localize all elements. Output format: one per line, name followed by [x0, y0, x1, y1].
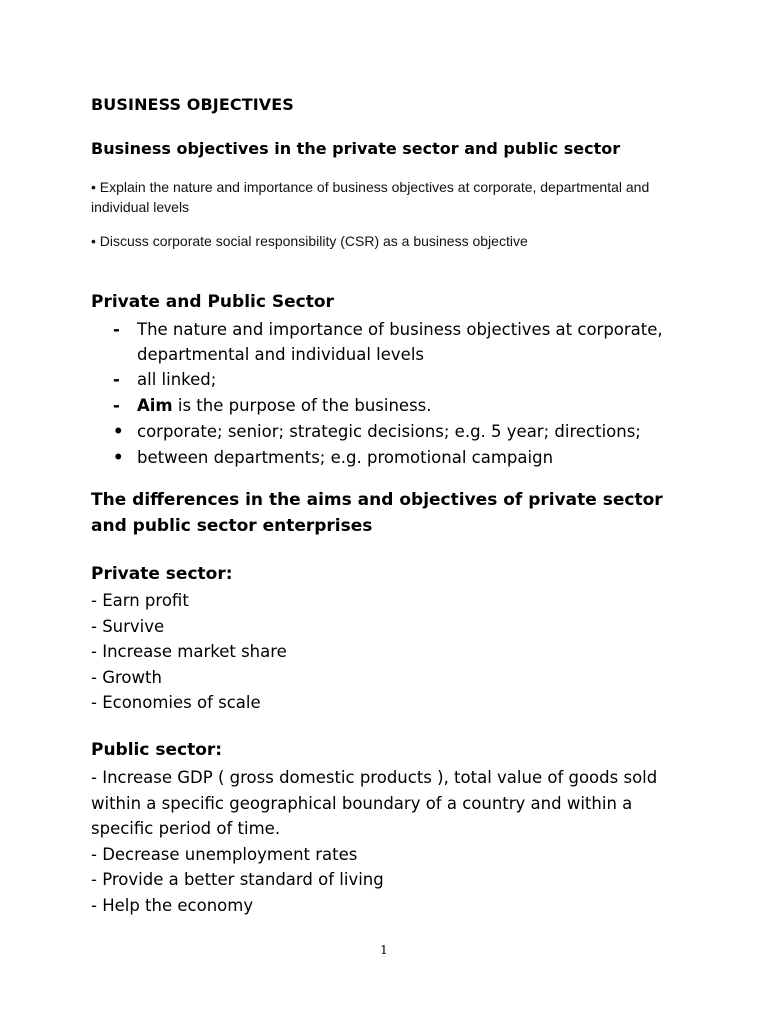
dash-marker: -: [113, 320, 120, 339]
document-title: BUSINESS OBJECTIVES: [91, 95, 294, 114]
bullet-marker: •: [113, 448, 124, 467]
list-item: - Survive: [91, 616, 165, 636]
bullet-marker: •: [113, 422, 124, 441]
list-item-text-continued: departmental and individual levels: [137, 345, 424, 364]
list-item: - Earn profit: [91, 591, 189, 610]
dash-marker: -: [113, 396, 120, 415]
list-item: - Growth: [91, 667, 162, 687]
list-item: - Provide a better standard of living: [91, 870, 384, 889]
private-sector-heading: Private sector:: [91, 564, 233, 584]
private-public-heading: Private and Public Sector: [91, 292, 334, 312]
aim-term: Aim: [137, 396, 173, 415]
list-item-text: all linked;: [137, 370, 217, 389]
aim-definition: is the purpose of the business.: [172, 396, 432, 415]
dash-marker: -: [113, 370, 120, 389]
public-sector-list: [91, 765, 681, 918]
document-subtitle: Business objectives in the private sector and public sector: [91, 139, 621, 158]
differences-heading: The differences in the aims and objectives of private sector and public sector enterprises: [91, 490, 663, 536]
private-sector-list: [91, 588, 287, 716]
public-sector-heading: Public sector:: [91, 740, 223, 760]
list-item: - Decrease unemployment rates: [91, 844, 358, 864]
list-item: - Help the economy: [91, 895, 254, 915]
list-item-text: corporate; senior; strategic decisions; e.g. 5 year; directions;: [137, 422, 641, 441]
list-item-text: The nature and importance of business objectives at corporate,: [137, 320, 663, 339]
list-item: - Increase GDP ( gross domestic products ), total value of goods sold within a specific geographical boundary of a country and within a specific period of time.: [91, 768, 658, 838]
list-item: - Increase market share: [91, 642, 287, 661]
list-item-text: [137, 393, 432, 419]
learning-objective-2: • Discuss corporate social responsibility (CSR) as a business objective: [91, 233, 528, 249]
learning-objective-1: • Explain the nature and importance of business objectives at corporate, departmental and individual levels: [91, 179, 650, 215]
list-item: - Economies of scale: [91, 693, 261, 712]
page-number: 1: [380, 943, 388, 957]
list-item-text: between departments; e.g. promotional campaign: [137, 448, 554, 467]
